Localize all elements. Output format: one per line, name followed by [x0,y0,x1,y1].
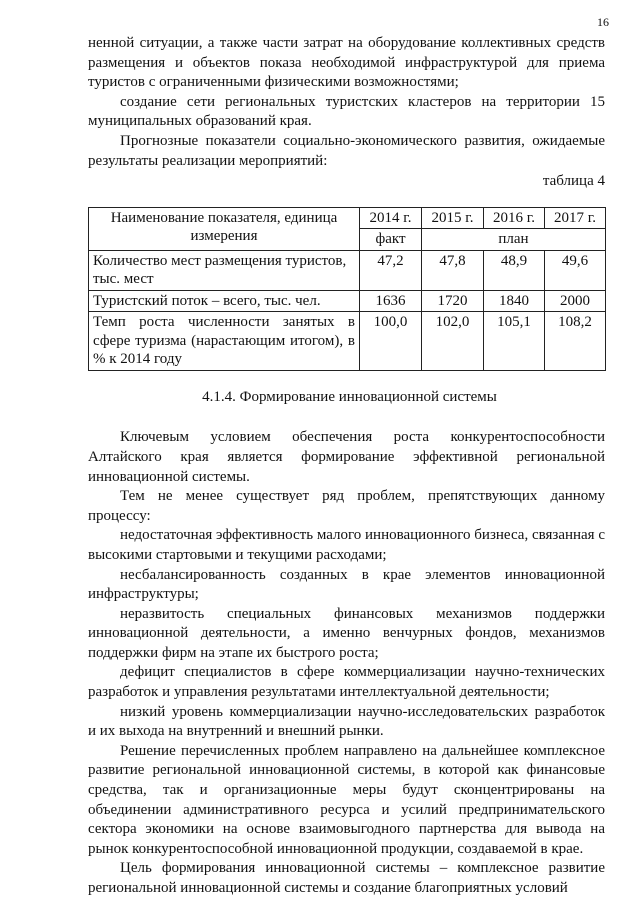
row-name: Туристский поток – всего, тыс. чел. [89,290,360,312]
paragraph: создание сети региональных туристских кластеров на территории 15 муниципальных образований края. [88,93,605,130]
list-item: несбалансированность созданных в крае элементов инновационной инфраструктуры; [88,566,605,603]
paragraph: Прогнозные показатели социально-экономического развития, ожидаемые результаты реализации мероприятий: [88,132,605,169]
row-value: 47,8 [422,250,484,290]
row-value: 48,9 [484,250,545,290]
paragraph: Решение перечисленных проблем направлено на дальнейшее комплексное развитие региональной инновационной системы, в которой как финансовые средства, так и организационные меры будут сконцентрированы на объединении административного ресурса и усилий предпринимательского сектора экономики на основе взаимовыгодного партнерства для вывода на рынок конкурентоспособной инновационной продукции, создаваемой в крае. [88,742,605,857]
row-value: 108,2 [545,312,606,371]
section-heading: 4.1.4. Формирование инновационной системы [202,388,497,405]
header-year: 2017 г. [545,207,606,229]
row-value: 1720 [422,290,484,312]
table-caption: таблица 4 [542,173,605,190]
row-value: 2000 [545,290,606,312]
row-value: 102,0 [422,312,484,371]
list-item: недостаточная эффективность малого инновационного бизнеса, связанная с высокими стартовыми и текущими расходами; [88,527,605,563]
header-year: 2016 г. [484,207,545,229]
row-name: Количество мест размещения туристов, тыс. мест [89,250,360,290]
paragraph: Цель формирования инновационной системы – комплексное развитие региональной инновационной системы и создание благоприятных условий [88,860,605,896]
list-item: дефицит специалистов в сфере коммерциализации научно-технических разработок и управления результатами интеллектуальной деятельности; [88,664,605,701]
table-row [89,250,606,290]
row-value: 1636 [360,290,422,312]
header-plan: план [422,229,606,251]
indicators-table [88,207,606,371]
table-row [89,312,606,371]
header-fact: факт [360,229,422,251]
row-value: 1840 [484,290,545,312]
paragraph: ненной ситуации, а также части затрат на оборудование коллективных средств размещения и объектов показа необходимой инфраструктурой для приема туристов с ограниченными физическими возможностями; [88,35,605,91]
header-name-column: Наименование показателя, единица измерения [89,207,360,250]
list-item: низкий уровень коммерциализации научно-исследовательских разработок и их выхода на внутренний и внешний рынки. [88,703,605,740]
row-value: 100,0 [360,312,422,371]
paragraph: Ключевым условием обеспечения роста конкурентоспособности Алтайского края является формирование эффективной региональной инновационной системы. [88,429,605,485]
document-body [88,34,605,899]
table-header-row [89,207,606,229]
row-value: 47,2 [360,250,422,290]
row-name: Темп роста численности занятых в сфере туризма (нарастающим итогом), в % к 2014 году [89,312,360,371]
header-year: 2015 г. [422,207,484,229]
row-value: 105,1 [484,312,545,371]
page-number: 16 [597,15,609,29]
table-row [89,290,606,312]
list-item: неразвитость специальных финансовых механизмов поддержки инновационной деятельности, а именно венчурных фондов, механизмов поддержки фирм на этапе их быстрого роста; [88,605,605,661]
header-year: 2014 г. [360,207,422,229]
paragraph: Тем не менее существует ряд проблем, препятствующих данному процессу: [88,488,605,524]
row-value: 49,6 [545,250,606,290]
